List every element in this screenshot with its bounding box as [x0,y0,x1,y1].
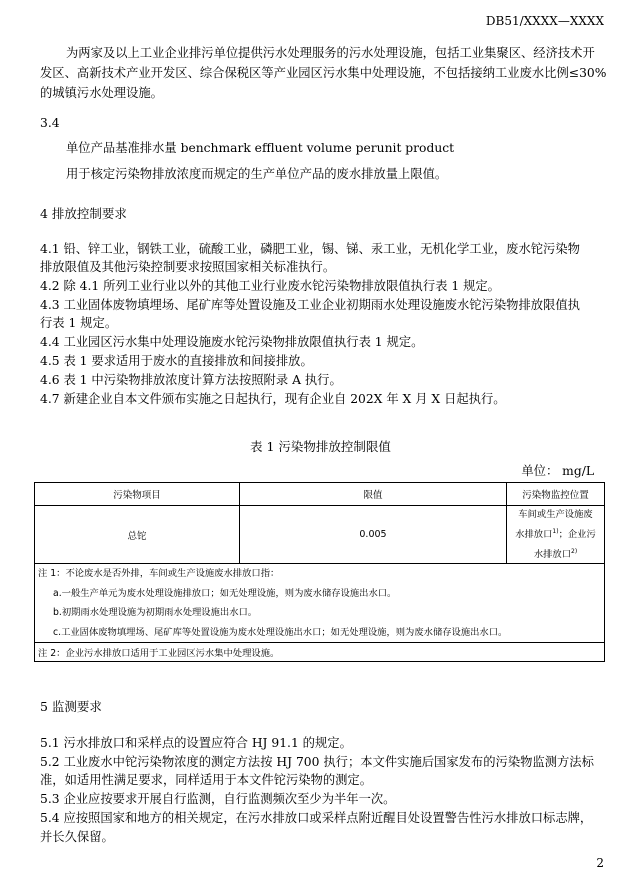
section-4-title: 4 排放控制要求 [40,206,127,221]
section-4-line: 排放限值及其他污染控制要求按照国家相关标准执行。 [40,260,336,274]
note-1-a: a.一般生产单元为废水处理设施排放口；如无处理设施，则为废水储存设施出水口。 [53,587,397,599]
section-4-line: 4.1 铅、锌工业，钢铁工业，硫酸工业，磷肥工业，锡、锑、汞工业，无机化学工业，废水铊污染物 [40,242,580,256]
footnote-ref-1: 1) [552,528,559,535]
header-pollutant-item: 污染物项目 [35,483,240,506]
section-4-line: 4.3 工业固体废物填埋场、尾矿库等处置设施及工业企业初期雨水处理设施废水铊污染物排放限值执 [40,298,580,312]
footnote-ref-2: 2) [571,548,578,556]
section-4-line: 4.2 除 4.1 所列工业行业以外的其他工业行业废水铊污染物排放限值执行表 1 规定。 [40,279,500,293]
term-number: 3.4 [40,116,60,130]
header-limit: 限值 [240,483,507,506]
term-title: 单位产品基准排水量 benchmark effluent volume perunit product [66,141,455,155]
intro-line-2: 发区、高新技术产业开发区、综合保税区等产业园区污水集中处理设施，不包括接纳工业废水比例≤30% [40,66,607,80]
cell-limit-value: 0.005 [240,506,507,564]
section-4-line: 4.6 表 1 中污染物排放浓度计算方法按照附录 A 执行。 [40,373,342,387]
document-code: DB51/XXXX—XXXX [485,14,604,28]
location-line: 水排放口$^{2)}$ [533,548,578,561]
table-unit: 单位： mg/L [521,464,594,478]
cell-pollutant: 总铊 [35,506,240,564]
table-note2-row [35,643,605,662]
table-header-row [35,483,605,506]
section-5-line: 5.1 污水排放口和采样点的设置应符合 HJ 91.1 的规定。 [40,736,352,750]
pollutant-limit-table [34,482,605,662]
section-5-line: 准，如适用性满足要求，同样适用于本文件铊污染物的测定。 [40,773,373,787]
section-5-line: 5.3 企业应按要求开展自行监测，自行监测频次至少为半年一次。 [40,792,396,806]
page-number: 2 [596,856,604,870]
section-4-line: 4.4 工业园区污水集中处理设施废水铊污染物排放限值执行表 1 规定。 [40,335,424,349]
section-4-line: 4.5 表 1 要求适用于废水的直接排放和间接排放。 [40,354,313,368]
section-5-line: 并长久保留。 [40,830,114,844]
intro-line-1: 为两家及以上工业企业排污单位提供污水处理服务的污水处理设施，包括工业集聚区、经济技术开 [66,46,595,60]
header-monitoring-location: 污染物监控位置 [507,483,605,506]
location-line: 车间或生产设施废 [518,509,593,520]
table-notes-row [35,564,605,643]
note-1: 注 1：不论废水是否外排，车间或生产设施废水排放口指： [38,568,280,580]
note-1-c: c.工业固体废物填埋场、尾矿库等处置设施为废水处理设施出水口；如无处理设施，则为废水储存设施出水口。 [53,626,508,638]
term-definition: 用于核定污染物排放浓度而规定的生产单位产品的废水排放量上限值。 [66,167,448,181]
note-2: 注 2：企业污水排放口适用于工业园区污水集中处理设施。 [35,643,605,662]
intro-line-3: 的城镇污水处理设施。 [40,86,163,100]
section-4-line: 行表 1 规定。 [40,316,118,330]
section-4-line: 4.7 新建企业自本文件颁布实施之日起执行，现有企业自 202X 年 X 月 X 日起执行。 [40,392,506,406]
location-line: 水排放口$^{1)}$；企业污 [515,528,596,541]
table-caption: 表 1 污染物排放控制限值 [250,439,391,454]
note-1-b: b.初期雨水处理设施为初期雨水处理设施出水口。 [53,607,258,619]
section-5-line: 5.4 应按照国家和地方的相关规定，在污水排放口或采样点附近醒目处设置警告性污水排放口标志牌， [40,811,593,825]
section-5-line: 5.2 工业废水中铊污染物浓度的测定方法按 HJ 700 执行；本文件实施后国家发布的污染物监测方法标 [40,755,594,769]
table-notes [35,564,605,643]
table-row [35,506,605,564]
cell-monitoring-location [507,506,605,564]
section-5-title: 5 监测要求 [40,699,102,714]
